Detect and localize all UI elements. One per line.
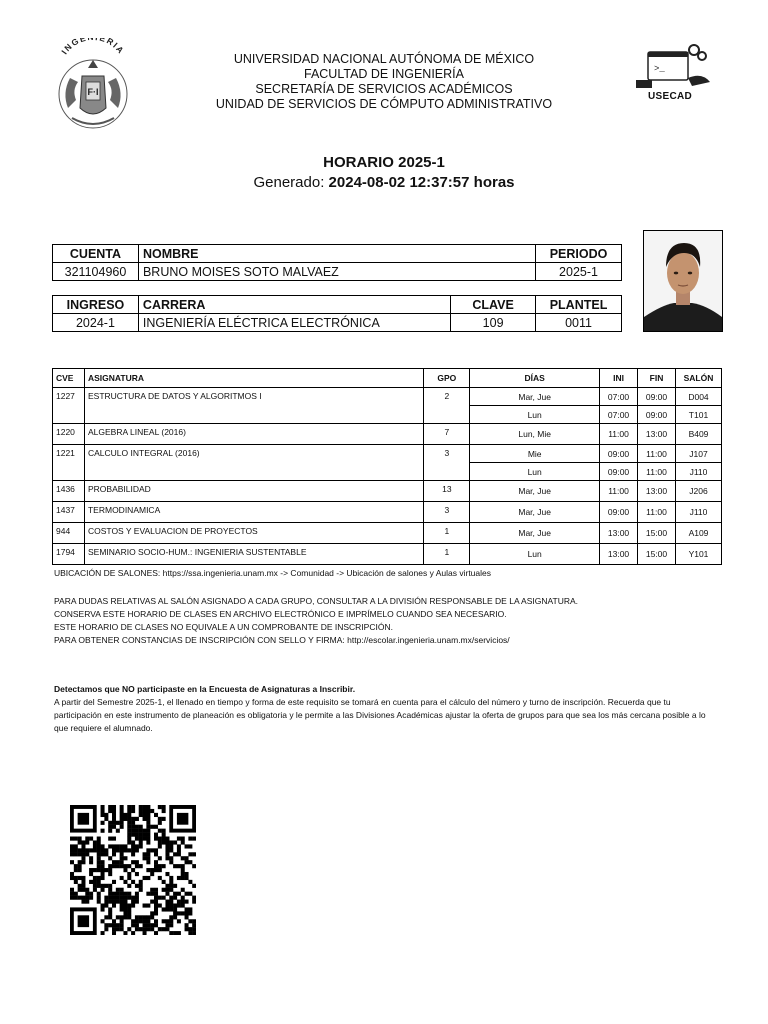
schedule-row [53, 445, 722, 463]
session-end: 11:00 [638, 502, 676, 523]
session-end: 13:00 [638, 424, 676, 445]
subject-name: TERMODINAMICA [84, 502, 423, 523]
header-clave: CLAVE [451, 296, 536, 314]
session-days: Mar, Jue [470, 388, 600, 406]
subject-cve: 1220 [53, 424, 85, 445]
session-days: Mar, Jue [470, 502, 600, 523]
schedule-row [53, 544, 722, 565]
subject-cve: 1794 [53, 544, 85, 565]
career-clave: 109 [451, 314, 536, 332]
qr-code [70, 805, 196, 935]
subject-group: 1 [424, 544, 470, 565]
faculty-logo [52, 38, 134, 132]
session-start: 09:00 [600, 463, 638, 481]
subject-name: ESTRUCTURA DE DATOS Y ALGORITMOS I [84, 388, 423, 424]
subject-group: 3 [424, 445, 470, 481]
subject-name: SEMINARIO SOCIO-HUM.: INGENIERIA SUSTENTABLE [84, 544, 423, 565]
note-line: ESTE HORARIO DE CLASES NO EQUIVALE A UN COMPROBANTE DE INSCRIPCIÓN. [54, 622, 393, 632]
schedule-header-row [53, 369, 722, 388]
header-plantel: PLANTEL [536, 296, 622, 314]
session-days: Lun, Mie [470, 424, 600, 445]
session-room: Y101 [675, 544, 721, 565]
institution-header [150, 52, 618, 112]
session-start: 13:00 [600, 523, 638, 544]
subject-cve: 1221 [53, 445, 85, 481]
col-dias: DÍAS [470, 369, 600, 388]
session-room: J107 [675, 445, 721, 463]
session-room: T101 [675, 406, 721, 424]
subject-name: CALCULO INTEGRAL (2016) [84, 445, 423, 481]
survey-text: A partir del Semestre 2025-1, el llenado en tiempo y forma de este requisito se tomará en cuenta para el cálculo del número y turno de inscripción. Recuerda que tu participación en este instrumento de planeación es obligatoria y le permite a las Divisiones Académicas ajustar la oferta de grupos para que sea los más cercana posible a lo que requiere el alumnado. [54, 697, 706, 733]
survey-title: Detectamos que NO participaste en la Encuesta de Asignaturas a Inscribir. [54, 684, 356, 694]
survey-notice [54, 683, 716, 735]
session-start: 09:00 [600, 445, 638, 463]
subject-group: 2 [424, 388, 470, 424]
header-cuenta: CUENTA [53, 245, 139, 263]
schedule-row [53, 502, 722, 523]
session-end: 09:00 [638, 388, 676, 406]
session-room: B409 [675, 424, 721, 445]
session-room: J110 [675, 502, 721, 523]
student-period: 2025-1 [536, 263, 622, 281]
col-fin: FIN [638, 369, 676, 388]
session-start: 07:00 [600, 388, 638, 406]
subject-group: 1 [424, 523, 470, 544]
session-end: 13:00 [638, 481, 676, 502]
subject-cve: 1227 [53, 388, 85, 424]
subject-group: 3 [424, 502, 470, 523]
col-salon: SALÓN [675, 369, 721, 388]
svg-text:F·I: F·I [87, 87, 99, 97]
session-end: 11:00 [638, 463, 676, 481]
session-days: Mar, Jue [470, 481, 600, 502]
usecad-label: USECAD [648, 91, 693, 102]
schedule-row [53, 424, 722, 445]
session-start: 13:00 [600, 544, 638, 565]
session-days: Lun [470, 463, 600, 481]
header-line-unit: UNIDAD DE SERVICIOS DE CÓMPUTO ADMINISTRATIVO [215, 97, 553, 111]
generated-timestamp [150, 174, 618, 191]
header-line-faculty: FACULTAD DE INGENIERÍA [304, 67, 464, 81]
subject-cve: 1436 [53, 481, 85, 502]
svg-text:>_: >_ [654, 64, 665, 74]
subject-cve: 1437 [53, 502, 85, 523]
col-asignatura: ASIGNATURA [84, 369, 423, 388]
student-info-table [52, 244, 622, 281]
generated-label: Generado: [253, 174, 325, 191]
note-line: PARA DUDAS RELATIVAS AL SALÓN ASIGNADO A CADA GRUPO, CONSULTAR A LA DIVISIÓN RESPONSABLE DE LA ASIGNATURA. [54, 596, 579, 606]
session-room: A109 [675, 523, 721, 544]
session-days: Lun [470, 406, 600, 424]
session-room: D004 [675, 388, 721, 406]
svg-text:INGENIERIA [59, 38, 126, 56]
col-ini: INI [600, 369, 638, 388]
student-name: BRUNO MOISES SOTO MALVAEZ [138, 263, 535, 281]
session-days: Mie [470, 445, 600, 463]
session-room: J110 [675, 463, 721, 481]
generated-value: 2024-08-02 12:37:57 horas [328, 174, 515, 191]
header-line-university: UNIVERSIDAD NACIONAL AUTÓNOMA DE MÉXICO [233, 52, 535, 66]
session-end: 15:00 [638, 523, 676, 544]
schedule-row [53, 481, 722, 502]
career-name: INGENIERÍA ELÉCTRICA ELECTRÓNICA [138, 314, 450, 332]
col-gpo: GPO [424, 369, 470, 388]
session-end: 11:00 [638, 445, 676, 463]
instructions-notes [54, 595, 578, 647]
schedule-table [52, 368, 722, 565]
header-line-secretary: SECRETARÍA DE SERVICIOS ACADÉMICOS [255, 82, 513, 96]
subject-group: 7 [424, 424, 470, 445]
header-ingreso: INGRESO [53, 296, 139, 314]
subject-group: 13 [424, 481, 470, 502]
session-start: 09:00 [600, 502, 638, 523]
page-title: HORARIO 2025-1 [323, 154, 445, 171]
session-start: 07:00 [600, 406, 638, 424]
logo-text: INGE ERIA [59, 38, 127, 57]
header-carrera: CARRERA [138, 296, 450, 314]
col-cve: CVE [53, 369, 85, 388]
session-days: Mar, Jue [470, 523, 600, 544]
subject-name: PROBABILIDAD [84, 481, 423, 502]
session-start: 11:00 [600, 424, 638, 445]
schedule-row [53, 523, 722, 544]
student-photo [643, 230, 723, 332]
session-days: Lun [470, 544, 600, 565]
classroom-location-note: UBICACIÓN DE SALONES: https://ssa.ingenieria.unam.mx -> Comunidad -> Ubicación de salones y Aulas virtuales [54, 568, 491, 578]
session-room: J206 [675, 481, 721, 502]
subject-cve: 944 [53, 523, 85, 544]
subject-name: ALGEBRA LINEAL (2016) [84, 424, 423, 445]
schedule-row [53, 388, 722, 406]
session-end: 15:00 [638, 544, 676, 565]
career-ingreso: 2024-1 [53, 314, 139, 332]
student-account: 321104960 [53, 263, 139, 281]
note-line: CONSERVA ESTE HORARIO DE CLASES EN ARCHIVO ELECTRÓNICO E IMPRÍMELO CUANDO SEA NECESARIO. [54, 609, 507, 619]
note-line: PARA OBTENER CONSTANCIAS DE INSCRIPCIÓN CON SELLO Y FIRMA: http://escolar.ingenieria.unam.mx/servicios/ [54, 635, 510, 645]
session-end: 09:00 [638, 406, 676, 424]
header-periodo: PERIODO [536, 245, 622, 263]
career-plantel: 0011 [536, 314, 622, 332]
header-nombre: NOMBRE [138, 245, 535, 263]
career-info-table [52, 295, 622, 332]
subject-name: COSTOS Y EVALUACION DE PROYECTOS [84, 523, 423, 544]
session-start: 11:00 [600, 481, 638, 502]
